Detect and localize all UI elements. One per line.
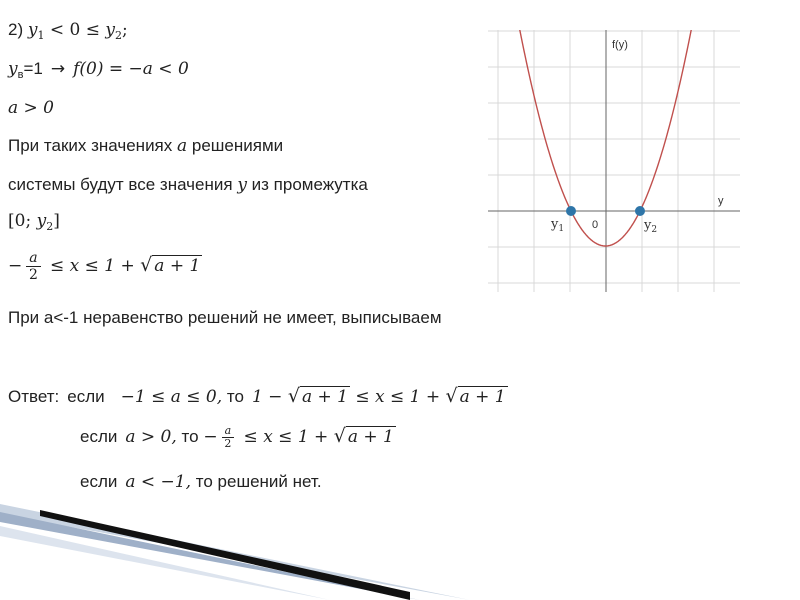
- var-a: a: [177, 136, 188, 156]
- ineq-middle: < 0 ≤: [44, 20, 106, 40]
- sqrt-icon: √: [140, 253, 153, 276]
- vertex-equals: =1: [23, 59, 43, 78]
- case-number: 2): [8, 20, 28, 39]
- root-y1-point[interactable]: [566, 206, 576, 216]
- root-y2-label: $y_2$: [644, 218, 658, 235]
- text-part: системы будут все значения: [8, 175, 238, 194]
- sub-2: 2: [46, 220, 54, 233]
- line-note: [8, 306, 442, 330]
- sqrt-icon: √: [287, 385, 300, 407]
- expr-part: ≤ x ≤ 1 +: [349, 387, 446, 407]
- sqrt-expr: √ a + 1: [333, 425, 394, 447]
- minus-sign: −: [8, 255, 23, 276]
- text-part: При таких значениях: [8, 136, 177, 155]
- then-word: то: [181, 427, 199, 446]
- condition-3: a < −1,: [125, 472, 192, 492]
- f0-formula: f(0) = −a < 0: [73, 59, 189, 79]
- if-word: если: [80, 427, 118, 446]
- line-solution-x: [8, 250, 202, 283]
- sqrt-expr: √ a + 1: [445, 385, 506, 407]
- line-text-2: [8, 173, 368, 197]
- origin-label: 0: [592, 219, 599, 231]
- var-y: y: [237, 175, 247, 195]
- arrow-icon: →: [50, 59, 66, 79]
- expr-part: ≤ x ≤ 1 +: [238, 427, 334, 447]
- parabola-graph: [488, 30, 740, 292]
- a-gt-zero: a > 0: [8, 98, 55, 118]
- answer-line-2: [80, 424, 396, 450]
- line-text-1: [8, 134, 283, 158]
- sqrt-expr: √ a + 1: [287, 385, 348, 407]
- var-y2: y: [36, 211, 47, 231]
- if-word: если: [67, 387, 105, 406]
- no-solution-text: то решений нет.: [195, 472, 322, 491]
- sqrt-expr: √ a + 1: [140, 253, 201, 276]
- sqrt-icon: √: [445, 385, 458, 407]
- condition-1: −1 ≤ a ≤ 0,: [120, 387, 223, 407]
- sub-vertex: в: [17, 69, 24, 81]
- then-word: то: [226, 387, 244, 406]
- fraction-a-over-2: $\frac{a}{2}$: [26, 250, 40, 283]
- minus-sign: −: [203, 427, 218, 447]
- var-y1: y: [27, 20, 38, 40]
- line-vertex: [8, 57, 189, 87]
- sqrt-icon: √: [333, 425, 346, 447]
- sub-2: 2: [114, 29, 122, 42]
- root-y1-label: $y_1$: [551, 217, 565, 234]
- interval-close: ]: [53, 211, 60, 231]
- f-axis-label: f(y): [612, 39, 628, 51]
- slide-decoration: [0, 500, 470, 600]
- line-a-positive: [8, 96, 54, 120]
- fraction-a-over-2: $\frac{a}{2}$: [222, 425, 235, 450]
- grid-lines: [488, 30, 740, 292]
- decor-stripe-dark: [40, 510, 410, 600]
- var-y2: y: [105, 20, 115, 40]
- var-y-vertex: y: [8, 59, 18, 79]
- if-word: если: [80, 472, 118, 491]
- line-case-2: [8, 18, 128, 48]
- semicolon: ;: [121, 20, 128, 40]
- note-text: При a<-1 неравенство решений не имеет, выписываем: [8, 308, 442, 327]
- expr-part: 1 −: [251, 387, 288, 407]
- answer-line-3: [80, 470, 322, 494]
- sub-1: 1: [37, 29, 45, 42]
- root-y2-point[interactable]: [635, 206, 645, 216]
- interval-open: [0;: [8, 211, 37, 231]
- answer-line-1: [8, 384, 508, 409]
- answer-label: Ответ:: [8, 387, 60, 406]
- text-part: из промежутка: [246, 175, 368, 194]
- ineq-middle: ≤ x ≤ 1 +: [44, 255, 141, 276]
- line-interval: [8, 209, 60, 239]
- condition-2: a > 0,: [125, 427, 177, 447]
- text-part: решениями: [187, 136, 284, 155]
- y-axis-label: y: [718, 195, 724, 207]
